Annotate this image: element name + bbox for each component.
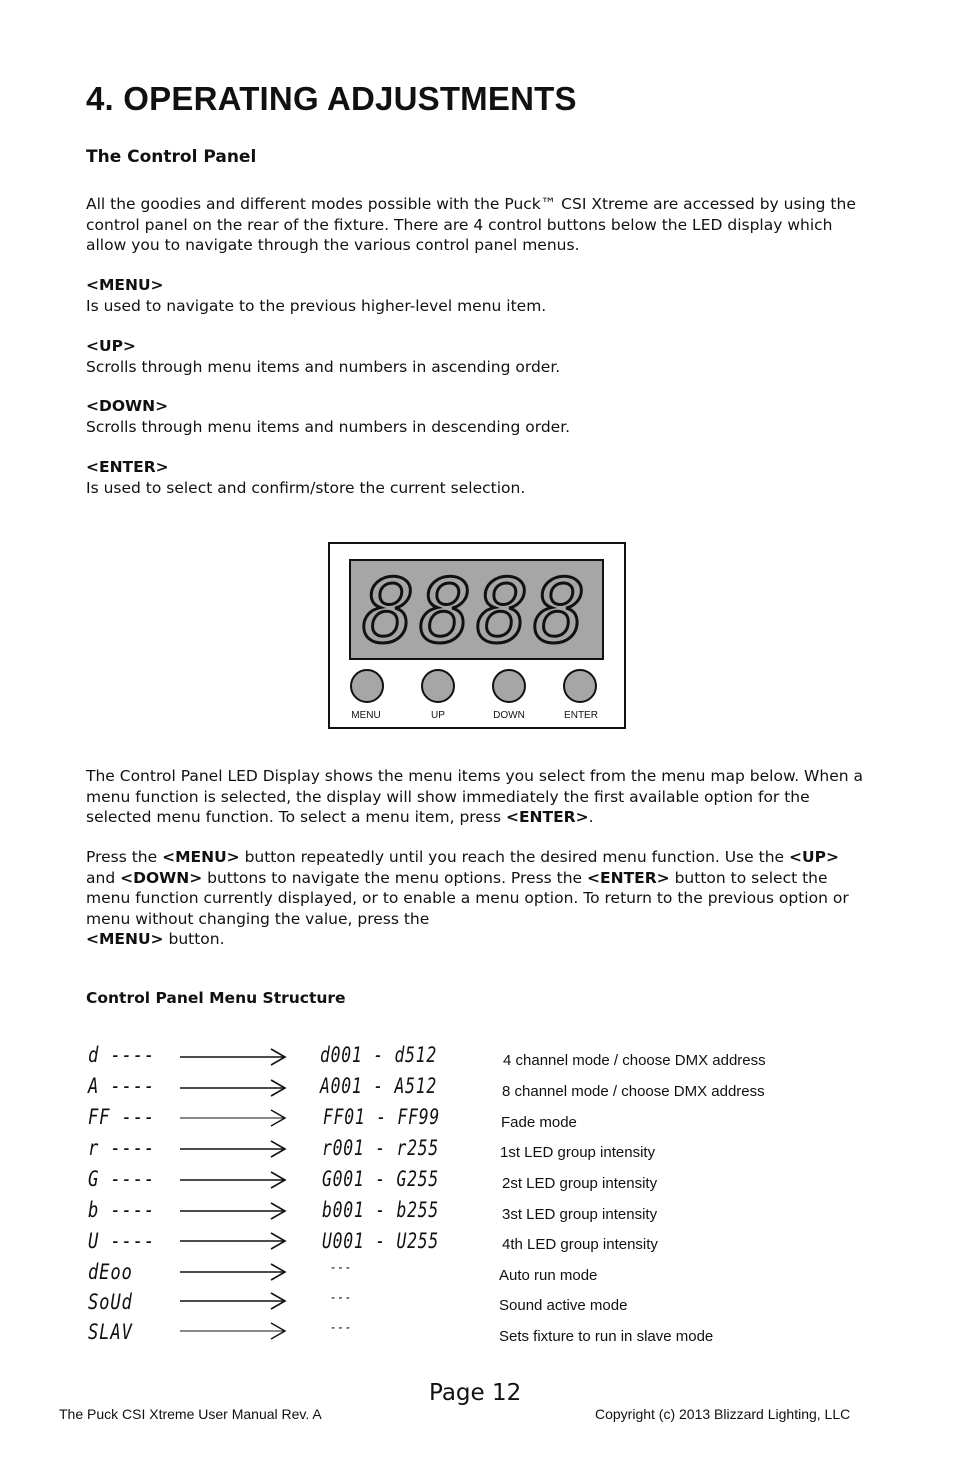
button-name-enter: <ENTER> (86, 458, 169, 476)
arrow-icon (178, 1171, 288, 1189)
arrow-icon (178, 1322, 288, 1340)
para2-b4: <ENTER> (587, 868, 670, 887)
up-button-circle (422, 670, 454, 702)
footer-copyright: Copyright (c) 2013 Blizzard Lighting, LLC (595, 1406, 851, 1422)
menu-code-8: SoUd (88, 1290, 133, 1314)
button-text-menu: Is used to navigate to the previous higher-level menu item. (86, 296, 547, 315)
arrow-icon (178, 1263, 288, 1281)
control-panel-diagram (328, 542, 627, 734)
menu-range-1: A001 - A512 (320, 1074, 438, 1098)
menu-range-7: --- (330, 1260, 353, 1276)
menu-desc-8: Sound active mode (499, 1297, 628, 1314)
menu-code-2: FF --- (88, 1105, 156, 1129)
arrow-icon (178, 1109, 288, 1127)
down-button-circle (493, 670, 525, 702)
arrow-icon (178, 1048, 288, 1066)
menu-code-1: A ---- (88, 1074, 156, 1098)
menu-code-7: dEoo (88, 1260, 133, 1284)
button-desc-up (86, 336, 866, 377)
para2-b3: <DOWN> (120, 868, 203, 887)
menu-label: MENU (351, 710, 381, 721)
para2-t1: Press the (86, 848, 163, 866)
footer-manual-title: The Puck CSI Xtreme User Manual Rev. A (59, 1406, 322, 1422)
menu-desc-0: 4 channel mode / choose DMX address (503, 1052, 766, 1069)
para2-t6: button. (163, 930, 225, 948)
menu-range-5: b001 - b255 (322, 1198, 440, 1222)
menu-range-8: --- (330, 1290, 353, 1306)
menu-code-5: b ---- (88, 1198, 156, 1222)
button-text-down: Scrolls through menu items and numbers in descending order. (86, 417, 571, 436)
menu-desc-5: 3st LED group intensity (502, 1206, 658, 1223)
control-panel-svg (328, 542, 627, 730)
button-name-menu: <MENU> (86, 276, 164, 294)
arrow-icon (178, 1232, 288, 1250)
para2-b1: <MENU> (162, 848, 240, 866)
button-name-down: <DOWN> (86, 397, 169, 415)
menu-desc-2: Fade mode (501, 1114, 577, 1131)
section-heading: The Control Panel (86, 147, 257, 167)
button-desc-enter (86, 457, 866, 498)
arrow-icon (178, 1140, 288, 1158)
menu-desc-3: 1st LED group intensity (500, 1144, 656, 1161)
menu-range-6: U001 - U255 (322, 1229, 440, 1253)
para1-text-a: The Control Panel LED Display shows the menu items you select from the menu map below. When a menu function is selected, the display will show immediately the first available option for the selected menu function. To select a menu item, press (86, 767, 863, 826)
navigation-paragraph (86, 847, 866, 950)
para2-t2: button repeatedly until you reach the desired menu function. Use the (239, 848, 790, 866)
para2-t5: button to select the menu function currently displayed, or to enable a menu option. To return to the previous option or menu without changing the value, press the (86, 868, 849, 928)
menu-desc-4: 2st LED group intensity (502, 1175, 658, 1192)
menu-code-6: U ---- (88, 1229, 156, 1253)
para1-bold-enter: <ENTER> (505, 808, 589, 826)
display-paragraph (86, 766, 866, 828)
para2-b5: <MENU> (86, 930, 164, 948)
button-desc-menu (86, 275, 866, 316)
page-number: Page 12 (429, 1380, 522, 1406)
up-label: UP (431, 710, 445, 721)
menu-code-9: SLAV (88, 1320, 133, 1344)
menu-code-3: r ---- (88, 1136, 156, 1160)
menu-desc-7: Auto run mode (499, 1267, 598, 1284)
menu-range-0: d001 - d512 (320, 1043, 438, 1067)
menu-range-4: G001 - G255 (322, 1167, 440, 1191)
menu-desc-1: 8 channel mode / choose DMX address (502, 1083, 765, 1100)
button-desc-down (86, 396, 866, 437)
down-label: DOWN (493, 710, 525, 721)
menu-range-2: FF01 - FF99 (323, 1105, 441, 1129)
menu-structure-heading: Control Panel Menu Structure (86, 989, 346, 1007)
button-text-enter: Is used to select and confirm/store the current selection. (86, 478, 526, 497)
intro-paragraph: All the goodies and different modes possible with the Puck™ CSI Xtreme are accessed by using the control panel on the rear of the fixture. There are 4 control buttons below the LED display which allow you to navigate through the various control panel menus. (86, 195, 856, 254)
enter-button-circle (564, 670, 596, 702)
menu-code-4: G ---- (88, 1167, 156, 1191)
led-digits: 8888 (362, 560, 590, 663)
page-title: 4. OPERATING ADJUSTMENTS (86, 80, 577, 117)
para1-text-c: . (588, 808, 594, 826)
menu-desc-6: 4th LED group intensity (502, 1236, 658, 1253)
menu-range-3: r001 - r255 (322, 1136, 440, 1160)
menu-desc-9: Sets fixture to run in slave mode (499, 1328, 714, 1345)
menu-button-circle (351, 670, 383, 702)
arrow-icon (178, 1292, 288, 1310)
para2-t3: and (86, 868, 121, 887)
menu-code-0: d ---- (88, 1043, 156, 1067)
para2-t4: buttons to navigate the menu options. Press the (202, 868, 588, 887)
button-text-up: Scrolls through menu items and numbers in ascending order. (86, 357, 561, 376)
arrow-icon (178, 1202, 288, 1220)
menu-range-9: --- (330, 1320, 353, 1336)
button-name-up: <UP> (86, 337, 136, 355)
arrow-icon (178, 1079, 288, 1097)
enter-label: ENTER (564, 710, 598, 721)
para2-b2: <UP> (789, 848, 839, 866)
